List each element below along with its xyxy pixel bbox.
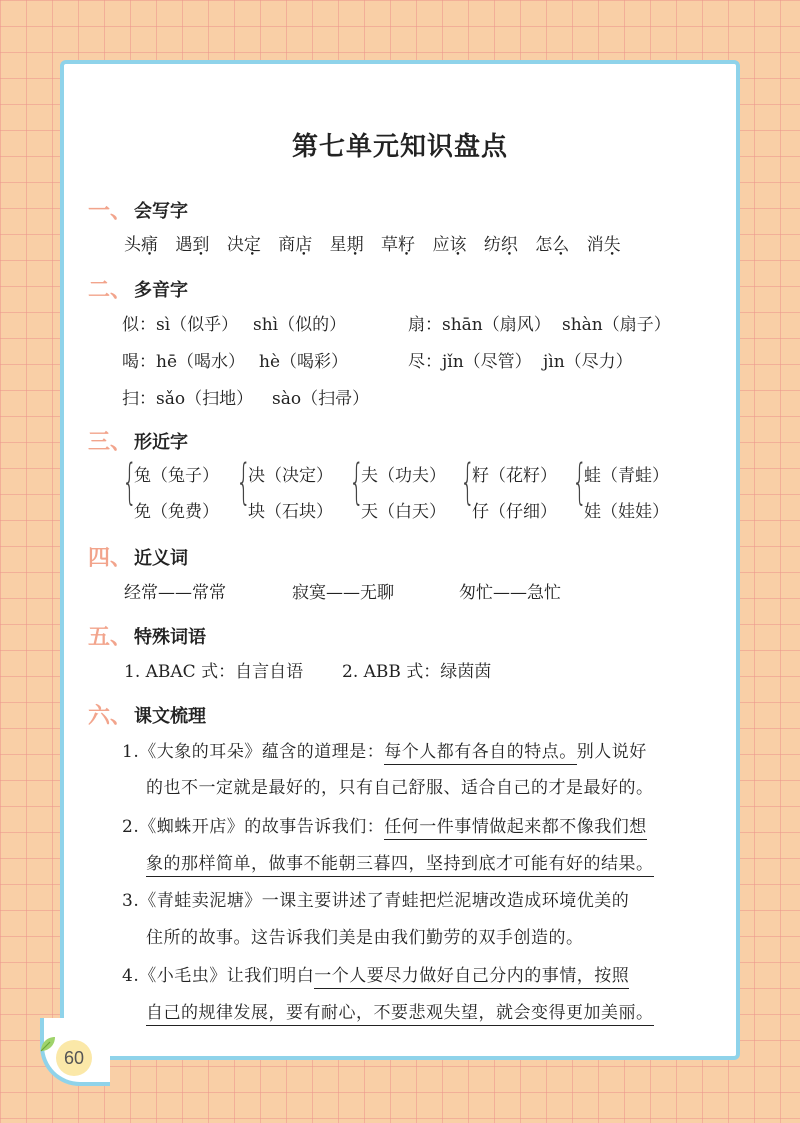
text-summary-line bbox=[146, 849, 654, 874]
text-plain: 别人说好 bbox=[576, 742, 647, 762]
polyphone: 喝：hē（喝水） bbox=[122, 352, 246, 372]
section-number: 三、 bbox=[88, 430, 133, 455]
text-plain: 4.《小毛虫》让我们明白 bbox=[122, 966, 315, 986]
similar-char: 免（免费） bbox=[134, 502, 219, 522]
underlined-text: 一个人要尽力做好自己分内的事情，按照 bbox=[314, 966, 629, 989]
similar-char-pair bbox=[572, 454, 669, 530]
write-word: 纺织 bbox=[483, 235, 518, 255]
section-heading-4 bbox=[88, 541, 188, 572]
write-word: 商店 bbox=[278, 235, 313, 255]
similar-char: 籽（花籽） bbox=[472, 466, 557, 486]
write-words-row bbox=[124, 230, 633, 255]
section-number: 四、 bbox=[88, 546, 133, 571]
polyphone: 扇：shān（扇风） bbox=[408, 315, 551, 335]
section-title: 形近字 bbox=[134, 431, 189, 453]
polyphone: 尽：jǐn（尽管） bbox=[408, 352, 532, 372]
page-title: 第七单元知识盘点 bbox=[291, 132, 508, 162]
text-summary-line: 3.《青蛙卖泥塘》一课主要讲述了青蛙把烂泥塘改造成环境优美的 bbox=[122, 891, 630, 911]
section-heading-1 bbox=[88, 194, 188, 225]
polyphone: 扫：sǎo（扫地） bbox=[122, 389, 254, 409]
brace-icon: { bbox=[236, 454, 252, 510]
synonym-pair: 匆忙——急忙 bbox=[459, 583, 561, 603]
section-title: 近义词 bbox=[134, 547, 189, 569]
similar-char: 仔（仔细） bbox=[472, 502, 557, 522]
write-word: 怎么 bbox=[535, 235, 570, 255]
similar-char-pair bbox=[236, 454, 333, 530]
similar-char: 决（决定） bbox=[248, 466, 333, 486]
brace-icon: { bbox=[572, 454, 588, 510]
section-heading-3 bbox=[88, 425, 188, 456]
page-number: 60 bbox=[56, 1040, 92, 1076]
similar-char: 块（石块） bbox=[248, 502, 333, 522]
polyphone: sào（扫帚） bbox=[272, 389, 370, 409]
polyphone: 似：sì（似乎） bbox=[122, 315, 239, 335]
section-title: 多音字 bbox=[134, 279, 189, 301]
section-heading-5 bbox=[88, 620, 206, 651]
similar-char-pair bbox=[122, 454, 219, 530]
section-number: 五、 bbox=[88, 625, 133, 650]
section-number: 六、 bbox=[88, 704, 133, 729]
similar-char: 夫（功夫） bbox=[361, 466, 446, 486]
underlined-text: 自己的规律发展，要有耐心，不要悲观失望，就会变得更加美丽。 bbox=[146, 1003, 654, 1026]
similar-char: 天（白天） bbox=[361, 502, 446, 522]
similar-char-pair bbox=[349, 454, 446, 530]
polyphone: shì（似的） bbox=[253, 315, 347, 335]
write-word: 草籽 bbox=[381, 235, 416, 255]
brace-icon: { bbox=[349, 454, 365, 510]
text-summary-line bbox=[122, 737, 647, 762]
synonym-pair: 经常——常常 bbox=[124, 583, 226, 603]
text-summary-line bbox=[122, 812, 647, 837]
section-title: 会写字 bbox=[134, 200, 189, 222]
write-word: 消失 bbox=[586, 235, 621, 255]
section-heading-2 bbox=[88, 273, 188, 304]
write-word: 头痛 bbox=[124, 235, 158, 255]
brace-icon: { bbox=[460, 454, 476, 510]
write-word: 应该 bbox=[432, 235, 467, 255]
text-summary-line bbox=[122, 961, 629, 986]
underlined-text: 每个人都有各自的特点。 bbox=[384, 742, 577, 765]
similar-char: 娃（娃娃） bbox=[584, 502, 669, 522]
polyphone: shàn（扇子） bbox=[562, 315, 671, 335]
polyphone: hè（喝彩） bbox=[259, 352, 349, 372]
brace-icon: { bbox=[122, 454, 138, 510]
text-summary-line: 的也不一定就是最好的，只有自己舒服、适合自己的才是最好的。 bbox=[146, 778, 654, 798]
underlined-text: 象的那样简单，做事不能朝三暮四，坚持到底才可能有好的结果。 bbox=[146, 854, 654, 877]
section-number: 一、 bbox=[88, 199, 133, 224]
write-word: 遇到 bbox=[175, 235, 210, 255]
text-summary-line bbox=[146, 998, 654, 1023]
write-word: 决定 bbox=[226, 235, 261, 255]
section-title: 特殊词语 bbox=[134, 626, 207, 648]
text-plain: 1.《大象的耳朵》蕴含的道理是： bbox=[122, 742, 385, 762]
similar-char: 蛙（青蛙） bbox=[584, 466, 669, 486]
text-plain: 2.《蜘蛛开店》的故事告诉我们： bbox=[122, 817, 385, 837]
similar-char-pair bbox=[460, 454, 557, 530]
section-title: 课文梳理 bbox=[134, 705, 207, 727]
section-heading-6 bbox=[88, 699, 206, 730]
write-word: 星期 bbox=[329, 235, 364, 255]
leaf-icon bbox=[38, 1034, 58, 1054]
text-summary-line: 住所的故事。这告诉我们美是由我们勤劳的双手创造的。 bbox=[146, 928, 584, 948]
underlined-text: 任何一件事情做起来都不像我们想 bbox=[384, 817, 647, 840]
synonym-pair: 寂寞——无聊 bbox=[292, 583, 394, 603]
section-number: 二、 bbox=[88, 278, 133, 303]
similar-char: 兔（兔子） bbox=[134, 466, 219, 486]
polyphone: jìn（尽力） bbox=[543, 352, 633, 372]
special-word: 2. ABB 式：绿茵茵 bbox=[342, 662, 492, 682]
special-word: 1. ABAC 式：自言自语 bbox=[124, 662, 304, 682]
